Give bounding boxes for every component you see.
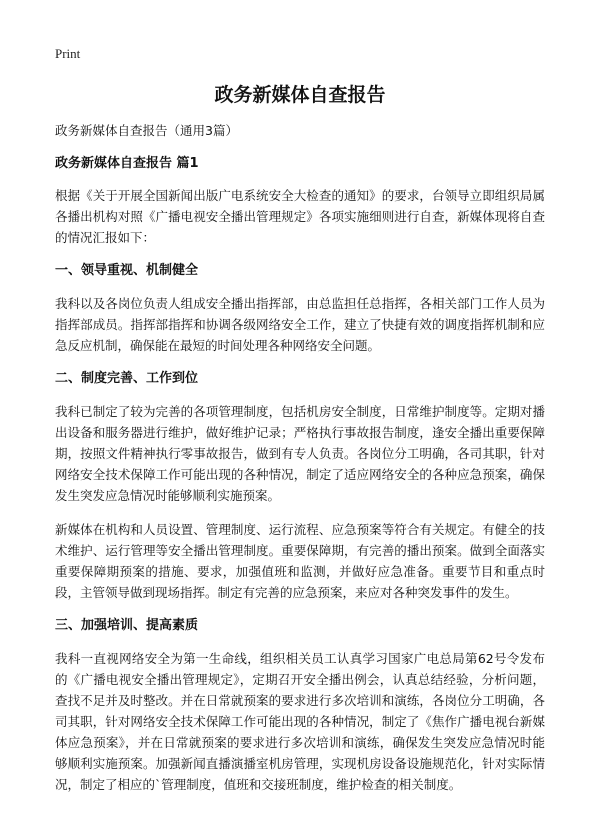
- print-link[interactable]: Print: [55, 46, 81, 61]
- section-paragraph: 新媒体在机构和人员设置、管理制度、运行流程、应急预案等符合有关规定。有健全的技术维护、运行管理等安全播出管理制度。重要保障期，有完善的播出预案。做到全面落实重要保障期预案的措施、要求，加强值班和监测，并做好应急准备。重要节目和重点时段，主管领导做到现场指挥。制定有完善的应急预案，来应对各种突发事件的发生。: [55, 522, 545, 600]
- document-title: 政务新媒体自查报告: [214, 84, 386, 106]
- section-paragraph: 我科已制定了较为完善的各项管理制度，包括机房安全制度，日常维护制度等。定期对播出设备和服务器进行维护，做好维护记录；严格执行事故报告制度，逢安全播出重要保障期，按照文件精神执行零事故报告，做到有专人负责。各岗位分工明确，各司其职，针对网络安全技术保障工作可能出现的各种情况，制定了适应网络安全的各种应急预案，确保发生突发应急情况时能够顺利实施预案。: [55, 404, 545, 503]
- section-heading-system: 二、制度完善、工作到位: [55, 371, 199, 386]
- intro-paragraph: 根据《关于开展全国新闻出版广电系统安全大检查的通知》的要求，台领导立即组织局属各播出机构对照《广播电视安全播出管理规定》各项实施细则进行自查，新媒体现将自查的情况汇报如下：: [55, 188, 545, 245]
- section-heading-leadership: 一、领导重视、机制健全: [55, 263, 199, 278]
- section-paragraph: 我科以及各岗位负责人组成安全播出指挥部，由总监担任总指挥，各相关部门工作人员为指挥部成员。指挥部指挥和协调各级网络安全工作，建立了快捷有效的调度指挥机制和应急反应机制，确保能在最短的时间处理各种网络安全问题。: [55, 296, 545, 353]
- section-paragraph: 我科一直视网络安全为第一生命线，组织相关员工认真学习国家广电总局第62号令发布的《广播电视安全播出管理规定》，定期召开安全播出例会，认真总结经验，分析问题，查找不足并及时整改。并在日常就预案的要求进行多次培训和演练，各岗位分工明确，各司其职，针对网络安全技术保障工作可能出现的各种情况，制定了《焦作广播电视台新媒体应急预案》，并在日常就预案的要求进行多次培训和演练，确保发生突发应急情况时能够顺利实施预案。加强新闻直播演播室机房管理，实现机房设备设施规范化，针对实际情况，制定了相应的`管理制度，值班和交接班制度，维护检查的相关制度。: [55, 651, 545, 792]
- part-heading: 政务新媒体自查报告 篇1: [55, 156, 199, 171]
- section-heading-training: 三、加强培训、提高素质: [55, 618, 199, 633]
- document-subtitle: 政务新媒体自查报告（通用3篇）: [55, 123, 238, 138]
